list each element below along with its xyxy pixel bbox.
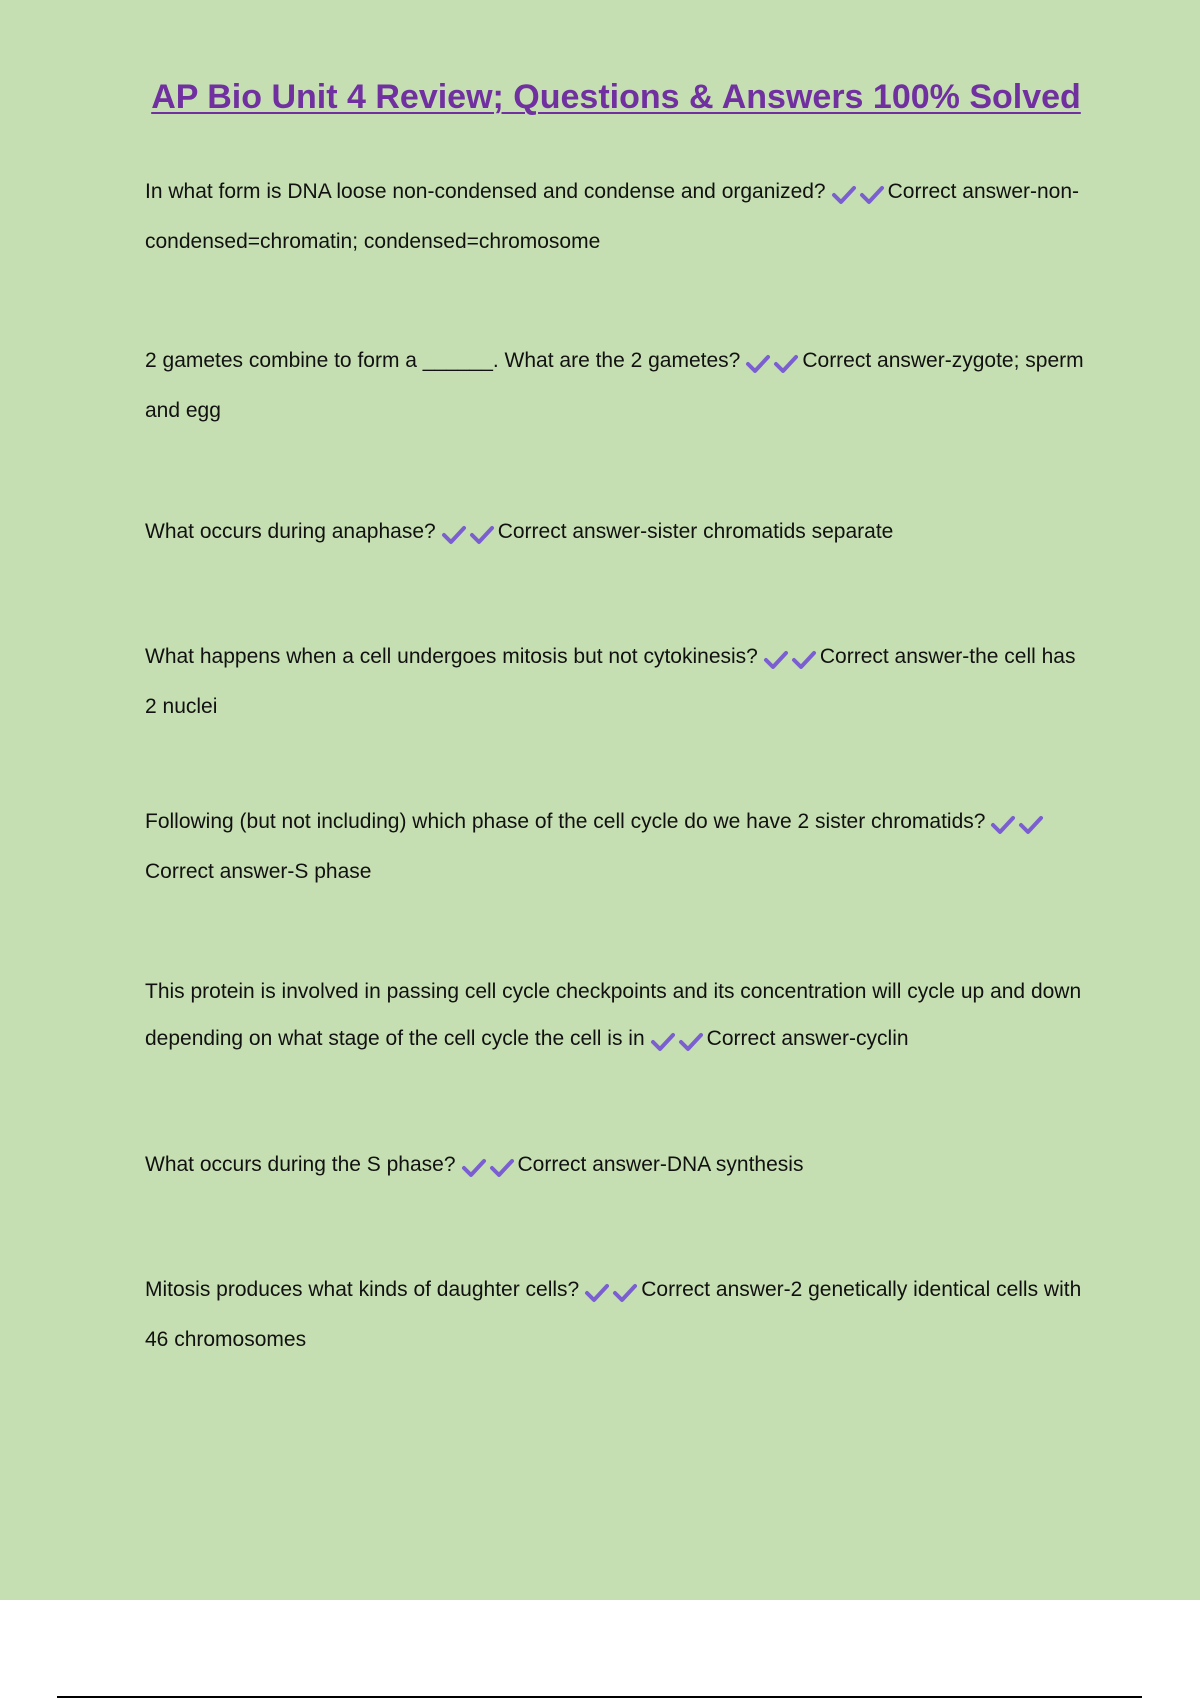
check-icon (488, 1157, 516, 1179)
answer-prefix: Correct answer- (802, 349, 952, 372)
question-text: What occurs during the S phase? (145, 1153, 456, 1176)
answer-prefix: Correct answer- (819, 645, 970, 668)
answer-text: zygote; sperm and egg (145, 349, 1084, 422)
check-icon (611, 1282, 639, 1304)
answer-text: the cell has 2 nuclei (145, 645, 1076, 718)
answer-prefix: Correct answer- (706, 1027, 857, 1050)
answer-text: 2 genetically identical cells with 46 chromosomes (145, 1278, 1082, 1351)
check-icon (772, 353, 800, 375)
question-text: This protein is involved in passing cell cycle checkpoints and its concentration will cycle up and down depending on what stage of the cell cycle the cell is in (145, 980, 1082, 1050)
qa-item (145, 633, 1090, 730)
check-icon (989, 814, 1017, 836)
answer-text: sister chromatids separate (647, 520, 894, 543)
check-marks (649, 1018, 705, 1065)
question-text: In what form is DNA loose non-condensed and condense and organized? (145, 180, 826, 203)
check-icon (858, 184, 886, 206)
answer-prefix: Correct answer- (145, 860, 295, 883)
qa-item (145, 508, 1090, 558)
check-icon (744, 353, 772, 375)
qa-item (145, 968, 1090, 1065)
qa-item (145, 1141, 1090, 1191)
question-text: What happens when a cell undergoes mitosis but not cytokinesis? (145, 645, 758, 668)
check-icon (677, 1031, 705, 1053)
check-icon (649, 1031, 677, 1053)
answer-text: S phase (294, 860, 372, 883)
footer-rule (57, 1696, 1142, 1698)
check-marks (830, 171, 886, 218)
check-marks (460, 1144, 516, 1191)
question-text: Mitosis produces what kinds of daughter cells? (145, 1278, 580, 1301)
answer-text: cyclin (856, 1027, 909, 1050)
document-title: AP Bio Unit 4 Review; Questions & Answers 100% Solved (151, 78, 1081, 116)
check-icon (762, 649, 790, 671)
qa-item (145, 1266, 1090, 1363)
check-icon (468, 524, 496, 546)
answer-prefix: Correct answer- (517, 1153, 667, 1176)
check-icon (583, 1282, 611, 1304)
check-icon (460, 1157, 488, 1179)
check-icon (830, 184, 858, 206)
check-marks (762, 636, 818, 683)
qa-item (145, 337, 1090, 434)
answer-text: non-condensed=chromatin; condensed=chromosome (145, 180, 1080, 253)
qa-item (145, 798, 1090, 895)
check-marks (744, 340, 800, 387)
check-marks (583, 1269, 639, 1316)
check-icon (790, 649, 818, 671)
check-icon (440, 524, 468, 546)
check-icon (1017, 814, 1045, 836)
question-text: What occurs during anaphase? (145, 520, 436, 543)
check-marks (440, 511, 496, 558)
answer-prefix: Correct answer- (497, 520, 648, 543)
check-marks (989, 801, 1045, 848)
answer-text: DNA synthesis (666, 1153, 804, 1176)
question-text: 2 gametes combine to form a ______. What are the 2 gametes? (145, 349, 741, 372)
qa-item (145, 168, 1090, 265)
answer-prefix: Correct answer- (887, 180, 1037, 203)
question-text: Following (but not including) which phase of the cell cycle do we have 2 sister chromatids? (145, 810, 986, 833)
answer-prefix: Correct answer- (641, 1278, 791, 1301)
